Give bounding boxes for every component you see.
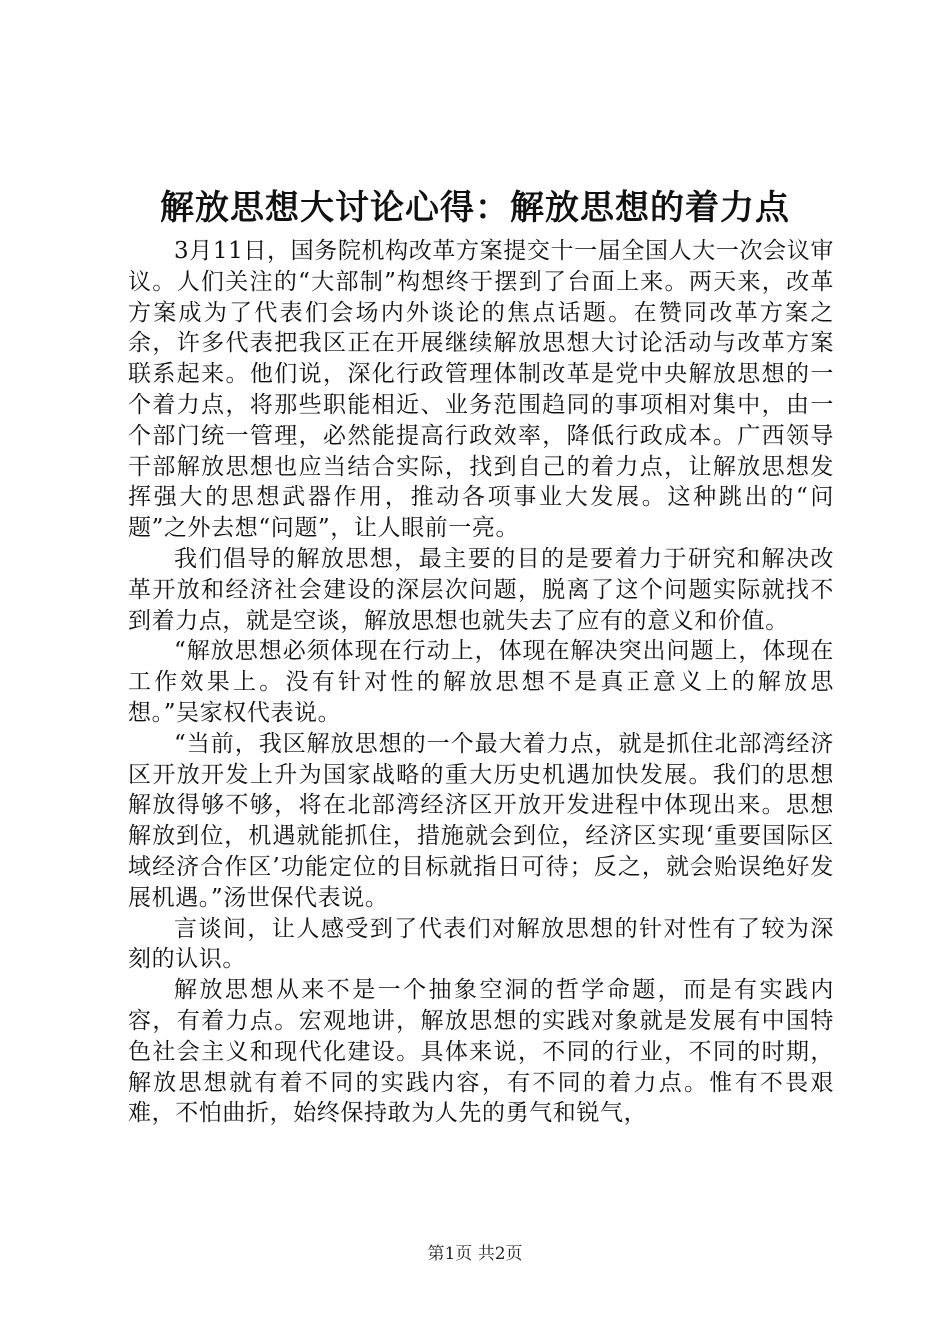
- paragraph: 解放思想从来不是一个抽象空洞的哲学命题，而是有实践内容，有着力点。宏观地讲，解放思想的实践对象就是发展有中国特色社会主义和现代化建设。具体来说，不同的行业，不同的时期，解放思想就有着不同的实践内容，有不同的着力点。惟有不畏艰难，不怕曲折，始终保持敢为人先的勇气和锐气，: [128, 977, 834, 1127]
- paragraph: 我们倡导的解放思想，最主要的目的是要着力于研究和解决改革开放和经济社会建设的深层次问题，脱离了这个问题实际就找不到着力点，就是空谈，解放思想也就失去了应有的意义和价值。: [128, 545, 834, 634]
- document-title: 解放思想大讨论心得：解放思想的着力点: [160, 188, 790, 228]
- paragraph: “当前，我区解放思想的一个最大着力点，就是抓住北部湾经济区开放开发上升为国家战略的重大历史机遇加快发展。我们的思想解放得够不够，将在北部湾经济区开放开发进程中体现出来。思想解放到位，机遇就能抓住，措施就会到位，经济区实现‘重要国际区域经济合作区’功能定位的目标就指日可待；反之，就会贻误绝好发展机遇。”汤世保代表说。: [128, 730, 834, 911]
- paragraph: 3月11日，国务院机构改革方案提交十一届全国人大一次会议审议。人们关注的“大部制”构想终于摆到了台面上来。两天来，改革方案成为了代表们会场内外谈论的焦点话题。在赞同改革方案之余，许多代表把我区正在开展继续解放思想大讨论活动与改革方案联系起来。他们说，深化行政管理体制改革是党中央解放思想的一个着力点，将那些职能相近、业务范围趋同的事项相对集中，由一个部门统一管理，必然能提高行政效率，降低行政成本。广西领导干部解放思想也应当结合实际，找到自己的着力点，让解放思想发挥强大的思想武器作用，推动各项事业大发展。这种跳出的“问题”之外去想“问题”，让人眼前一亮。: [128, 238, 834, 542]
- paragraph: 言谈间，让人感受到了代表们对解放思想的针对性有了较为深刻的认识。: [128, 915, 834, 973]
- paragraph: “解放思想必须体现在行动上，体现在解决突出问题上，体现在工作效果上。没有针对性的解放思想不是真正意义上的解放思想。”吴家权代表说。: [128, 638, 834, 726]
- document-body: [128, 236, 834, 1129]
- page-footer: 第1页 共2页: [427, 1244, 523, 1264]
